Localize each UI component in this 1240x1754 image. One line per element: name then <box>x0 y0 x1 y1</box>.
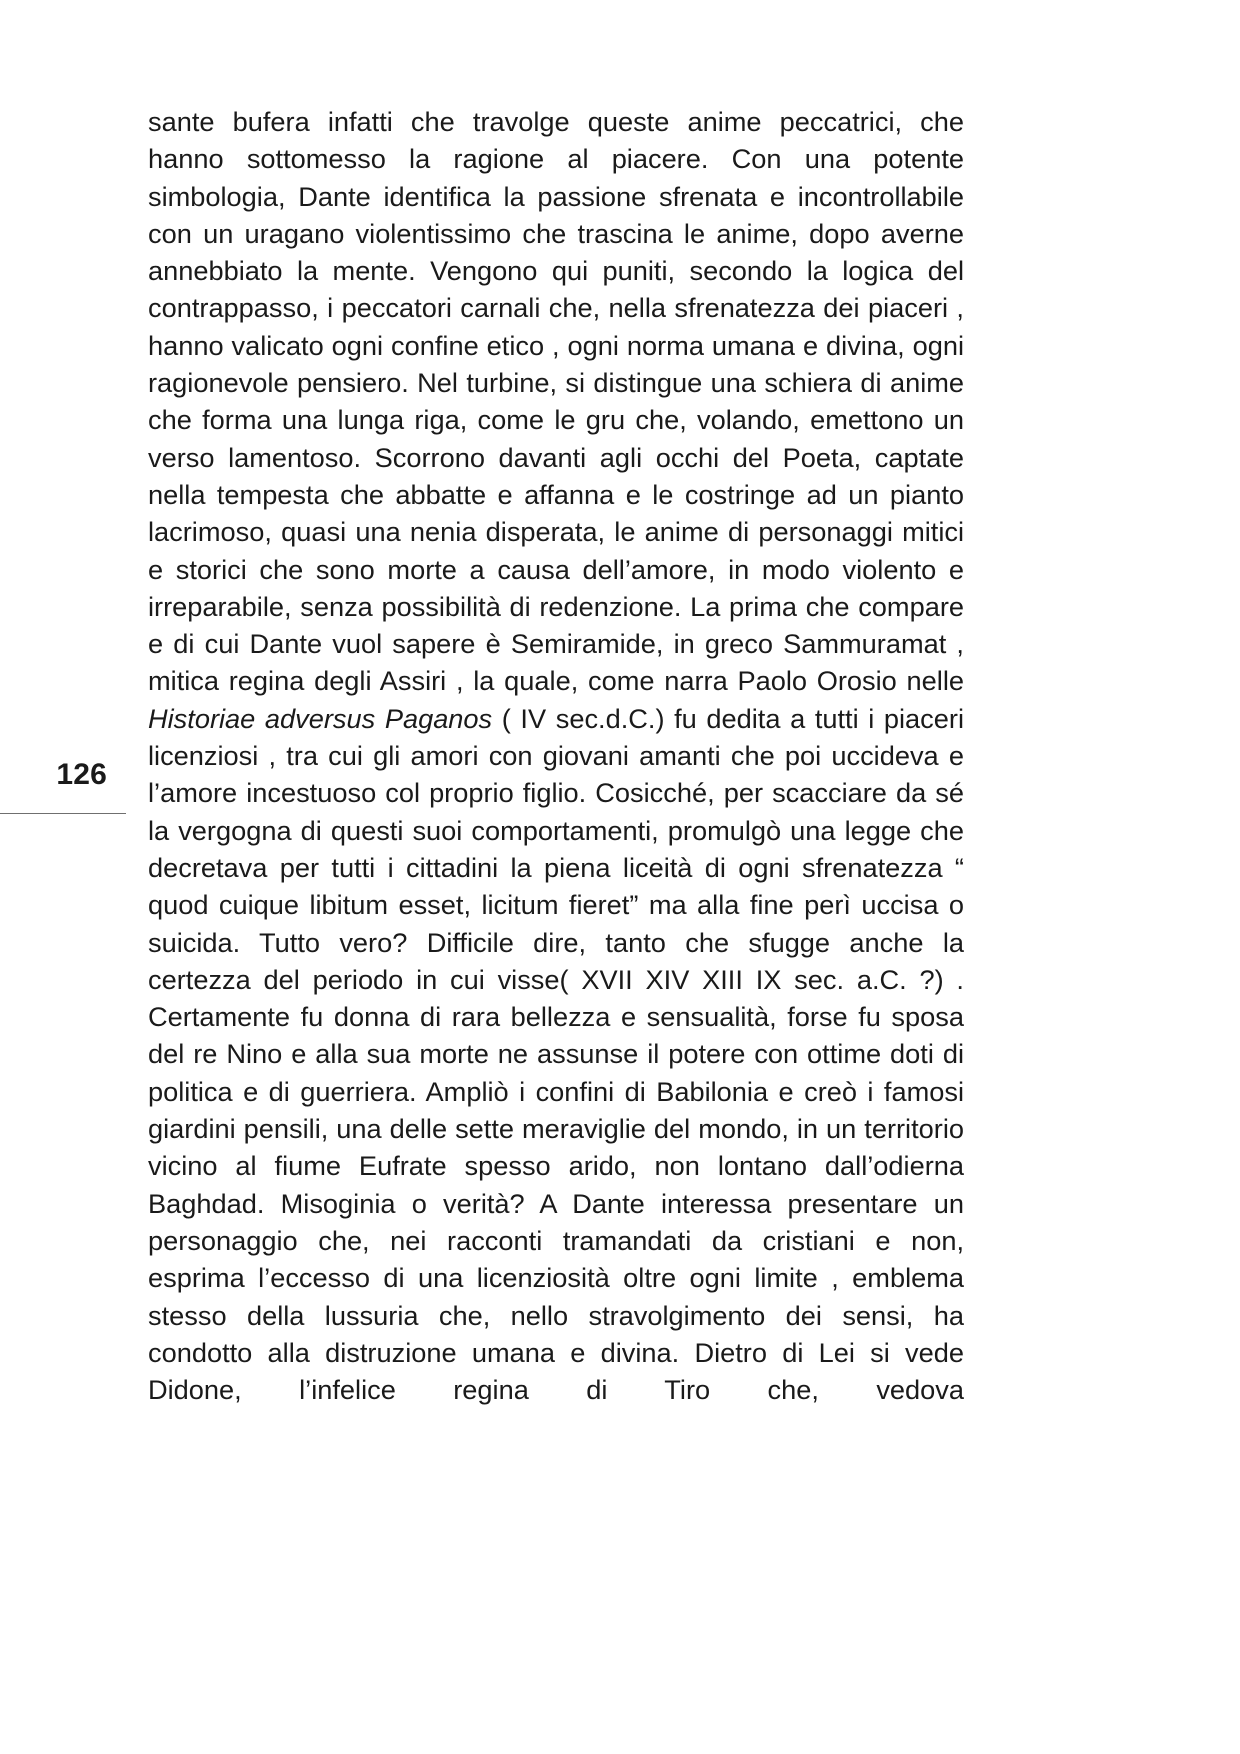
body-paragraph <box>148 103 964 1446</box>
page-number-block <box>0 760 126 814</box>
body-text-column <box>148 103 964 1446</box>
work-title-italic: Historiae adversus Paganos <box>148 702 493 734</box>
body-text-segment-2: ( IV sec.d.C.) fu dedita a tutti i piaceri licenziosi , tra cui gli amori con giovani amanti che poi uccideva e l’amore incestuoso col proprio figlio. Cosicché, per scacciare da sé la vergogna di questi suoi comportamenti, promulgò una legge che decretava per tutti i cittadini la piena liceità di ogni sfrenatezza “ quod cuique libitum esset, licitum fieret” ma alla fine perì uccisa o suicida. Tutto vero? Difficile dire, tanto che sfugge anche la certezza del periodo in cui visse( XVII XIV XIII IX sec. a.C. ?) . Certamente fu donna di rara bellezza e sensualità, forse fu sposa del re Nino e alla sua morte ne assunse il potere con ottime doti di politica e di guerriera. Ampliò i confini di Babilonia e creò i famosi giardini pensili, una delle sette meraviglie del mondo, in un territorio vicino al fiume Eufrate spesso arido, non lontano dall’odierna Baghdad. Misoginia o verità? A Dante interessa presentare un personaggio che, nei racconti tramandati da cristiani e non, esprima l’eccesso di una licenziosità oltre ogni limite , emblema stesso della lussuria che, nello stravolgimento dei sensi, ha condotto alla distruzione umana e divina. Dietro di Lei si vede Didone, l’infelice regina di Tiro che, vedova <box>148 702 964 1406</box>
page-number: 126 <box>56 758 107 791</box>
body-text-segment-1: sante bufera infatti che travolge queste anime peccatrici, che hanno sottomesso la ragione al piacere. Con una potente simbologia, Dante identifica la passione sfrenata e incontrollabile con un uragano violentissimo che trascina le anime, dopo averne annebbiato la mente. Vengono qui puniti, secondo la logica del contrappasso, i peccatori carnali che, nella sfrenatezza dei piaceri , hanno valicato ogni confine etico , ogni norma umana e divina, ogni ragionevole pensiero. Nel turbine, si distingue una schiera di anime che forma una lunga riga, come le gru che, volando, emettono un verso lamentoso. Scorrono davanti agli occhi del Poeta, captate nella tempesta che abbatte e affanna e le costringe ad un pianto lacrimoso, quasi una nenia disperata, le anime di personaggi mitici e storici che sono morte a causa dell’amore, in modo violento e irreparabile, senza possibilità di redenzione. La prima che compare e di cui Dante vuol sapere è Semiramide, in greco Sammuramat , mitica regina degli Assiri , la quale, come narra Paolo Orosio nelle <box>148 106 964 697</box>
page-number-rule <box>0 813 126 814</box>
